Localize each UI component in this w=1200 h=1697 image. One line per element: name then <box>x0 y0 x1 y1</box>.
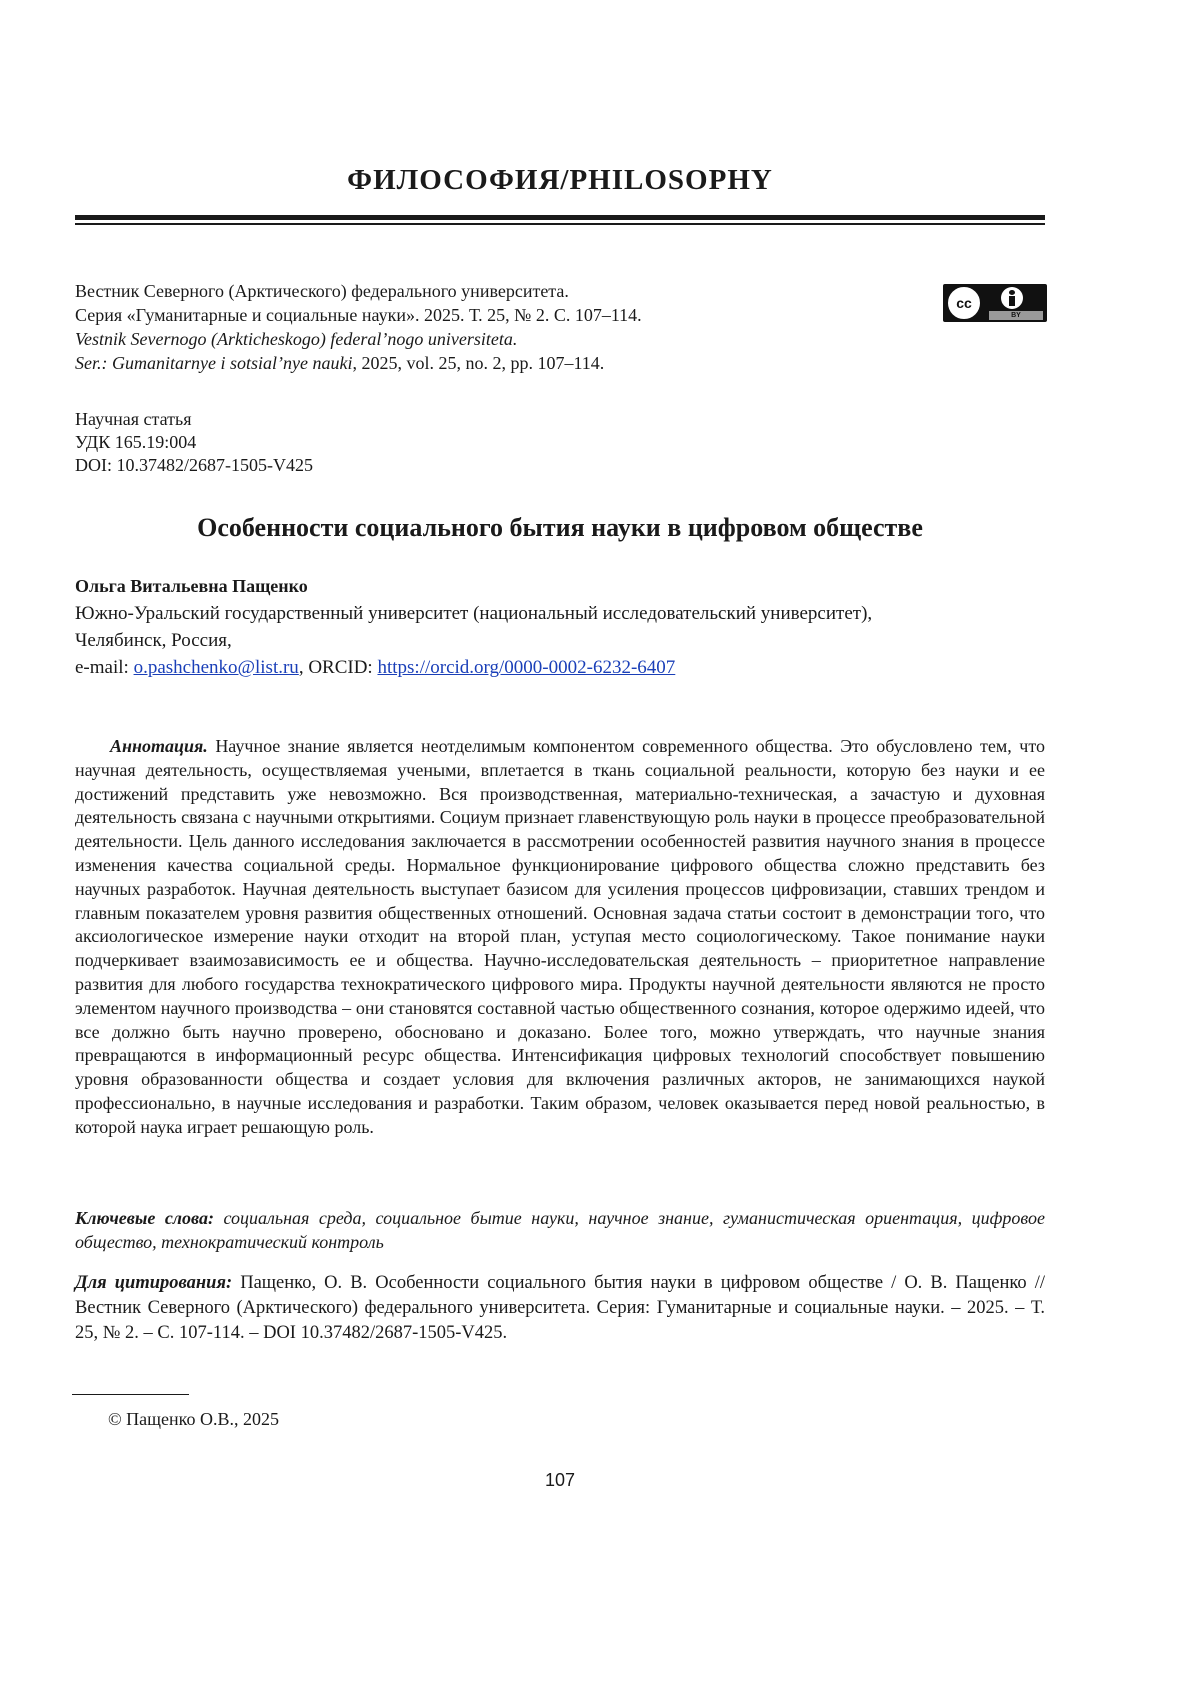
orcid-label: , ORCID: <box>298 657 378 678</box>
author-city: Челябинск, Россия, <box>75 630 232 651</box>
abstract-label: Аннотация. <box>110 736 208 756</box>
attribution-icon <box>1001 287 1023 309</box>
udk: УДК 165.19:004 <box>75 432 197 452</box>
header-rule-thin <box>75 223 1045 225</box>
keywords-text: социальная среда, социальное бытие науки, научное знание, гуманистическая ориентация, цифровое общество, технократический контроль <box>75 1208 1046 1252</box>
email-link[interactable]: o.pashchenko@list.ru <box>133 657 299 678</box>
cc-icon: cc <box>948 287 980 319</box>
abstract <box>75 735 1045 1140</box>
doi: DOI: 10.37482/2687-1505-V425 <box>75 455 313 475</box>
citation-text: Пащенко, О. В. Особенности социального бытия науки в цифровом обществе / О. В. Пащенко // Вестник Северного (Арктического) федерального университета. Серия: Гуманитарные и социальные науки. – 2025. – Т. 25, № 2. – С. 107-114. – DOI 10.37482/2687-1505-V425. <box>75 1273 1045 1343</box>
article-meta <box>75 408 313 477</box>
footnote-rule <box>72 1394 189 1395</box>
orcid-link[interactable]: https://orcid.org/0000-0002-6232-6407 <box>377 657 676 678</box>
journal-line-ru-1: Вестник Северного (Арктического) федерального университета. <box>75 281 569 301</box>
header-rule-thick <box>75 215 1045 220</box>
article-title: Особенности социального бытия науки в цифровом обществе <box>197 513 923 542</box>
journal-info <box>75 279 875 375</box>
journal-line-ru-2: Серия «Гуманитарные и социальные науки». 2025. Т. 25, № 2. С. 107–114. <box>75 305 642 325</box>
author-contacts <box>75 654 1050 681</box>
abstract-text: Научное знание является неотделимым компонентом современного общества. Это обусловлено тем, что научная деятельность, осуществляемая учеными, вплетается в ткань социальной реальности, которую без науки и ее достижений представить уже невозможно. Вся производственная, материально-техническая, а зачастую и духовная деятельность связана с научными открытиями. Социум признает главенствующую роль науки в процессе преобразовательной деятельности. Цель данного исследования заключается в рассмотрении особенностей развития научного знания в процессе изменения качества социальной среды. Нормальное функционирование цифрового общества сложно представить без научных разработок. Научная деятельность выступает базисом для усиления процессов цифровизации, ставших трендом и главным показателем уровня развития общественных отношений. Основная задача статьи состоит в демонстрации того, что аксиологическое измерение науки отходит на второй план, уступая место социологическому. Такое понимание науки подчеркивает взаимозависимость ее и общества. Научно-исследовательская деятельность – приоритетное направление развития для любого государства технократического цифрового мира. Продукты научной деятельности являются не просто элементом научного производства – они становятся составной частью общественного сознания, которое одержимо идеей, что все должно быть научно проверено, обосновано и доказано. Более того, можно утверждать, что научные знания превращаются в информационный ресурс общества. Интенсификация цифровых технологий способствует повышению уровня образованности общества и создает условия для включения различных акторов, не занимающихся наукой профессионально, в научные исследования и разработки. Таким образом, человек оказывается перед новой реальностью, в которой наука играет решающую роль. <box>75 736 1045 1137</box>
copyright: © Пащенко О.В., 2025 <box>108 1409 279 1429</box>
author-block <box>75 573 1050 681</box>
cc-by-license-badge[interactable] <box>943 284 1047 322</box>
section-title: ФИЛОСОФИЯ/PHILOSOPHY <box>347 164 773 196</box>
citation <box>75 1271 1045 1346</box>
author-name: Ольга Витальевна Пащенко <box>75 576 308 596</box>
email-label: e-mail: <box>75 657 134 678</box>
citation-label: Для цитирования: <box>75 1273 233 1293</box>
by-label: BY <box>989 311 1043 320</box>
page-number: 107 <box>544 1470 576 1490</box>
article-type: Научная статья <box>75 409 192 429</box>
journal-line-en-1: Vestnik Severnogo (Arkticheskogo) federal’nogo universiteta. <box>75 329 518 349</box>
keywords <box>75 1207 1045 1255</box>
journal-issue-en: , 2025, vol. 25, no. 2, pp. 107–114. <box>352 353 605 373</box>
journal-line-en-2 <box>75 351 875 375</box>
journal-series-en: Ser.: Gumanitarnye i sotsial’nye nauki <box>75 353 353 373</box>
keywords-label: Ключевые слова: <box>75 1208 214 1228</box>
author-affiliation: Южно-Уральский государственный университет (национальный исследовательский университет), <box>75 603 873 624</box>
